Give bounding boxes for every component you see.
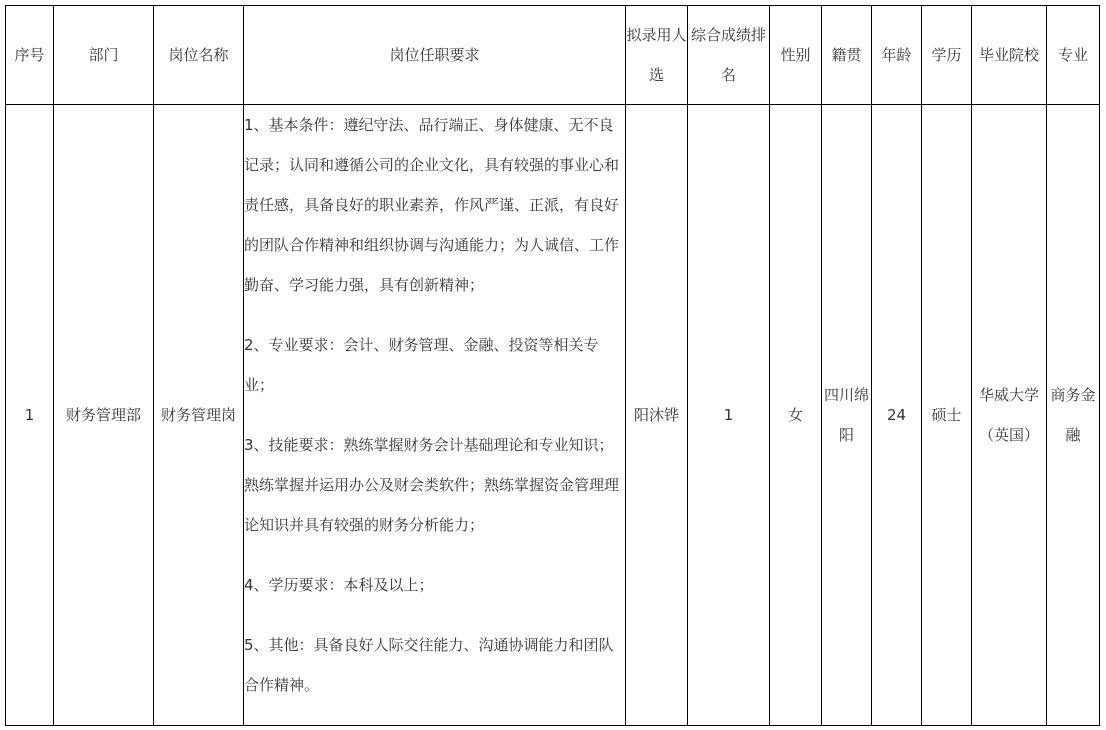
header-degree: 学历 [922,6,972,105]
header-requirements: 岗位任职要求 [244,6,626,105]
header-index: 序号 [6,6,54,105]
requirement-3: 3、技能要求：熟练掌握财务会计基础理论和专业知识；熟练掌握并运用办公及财会类软件；熟练掌握资金管理理论知识并具有较强的财务分析能力； [244,436,620,534]
cell-department: 财务管理部 [54,105,154,726]
header-department: 部门 [54,6,154,105]
header-age: 年龄 [872,6,922,105]
cell-position: 财务管理岗 [154,105,244,726]
table-row [6,105,1100,726]
cell-age: 24 [872,105,922,726]
cell-major: 商务金融 [1047,105,1100,726]
requirement-1: 1、基本条件：遵纪守法、品行端正、身体健康、无不良记录；认同和遵循公司的企业文化，具有较强的事业心和责任感，具备良好的职业素养，作风严谨、正派，有良好的团队合作精神和组织协调与沟通能力；为人诚信、工作勤奋、学习能力强，具有创新精神； [244,116,620,294]
requirement-4: 4、学历要求：本科及以上； [244,576,434,594]
requirement-5: 5、其他：具备良好人际交往能力、沟通协调能力和团队合作精神。 [244,636,614,694]
header-school: 毕业院校 [972,6,1047,105]
cell-candidate: 阳沐铧 [626,105,688,726]
header-rank: 综合成绩排名 [688,6,770,105]
cell-gender: 女 [770,105,822,726]
header-major: 专业 [1047,6,1100,105]
requirement-2: 2、专业要求：会计、财务管理、金融、投资等相关专业； [244,336,599,394]
header-gender: 性别 [770,6,822,105]
cell-rank: 1 [688,105,770,726]
cell-degree: 硕士 [922,105,972,726]
header-candidate: 拟录用人选 [626,6,688,105]
header-position: 岗位名称 [154,6,244,105]
recruitment-table [5,5,1100,726]
cell-origin: 四川绵阳 [822,105,872,726]
cell-school: 华威大学（英国） [972,105,1047,726]
header-origin: 籍贯 [822,6,872,105]
header-row [6,6,1100,105]
cell-index: 1 [6,105,54,726]
cell-requirements [244,105,626,726]
